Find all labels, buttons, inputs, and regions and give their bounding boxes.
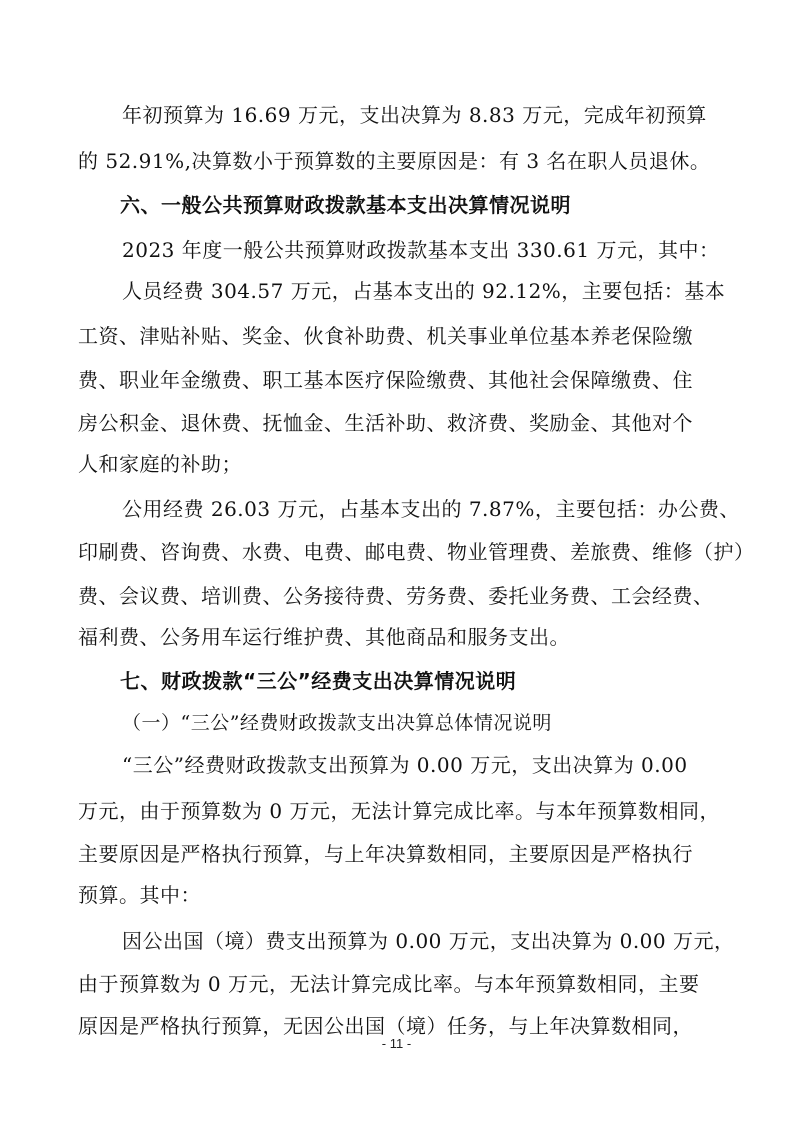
paragraph-line: 福利费、公务用车运行维护费、其他商品和服务支出。 <box>78 625 570 649</box>
paragraph-line: 2023 年度一般公共预算财政拨款基本支出 330.61 万元，其中： <box>122 238 720 262</box>
paragraph-line: 公用经费 26.03 万元，占基本支出的 7.87%，主要包括：办公费、 <box>122 497 740 521</box>
paragraph-line: 因公出国（境）费支出预算为 0.00 万元，支出决算为 0.00 万元， <box>122 929 735 953</box>
paragraph-line: 万元，由于预算数为 0 万元，无法计算完成比率。与本年预算数相同， <box>78 799 720 823</box>
paragraph-line: 房公积金、退休费、抚恤金、生活补助、救济费、奖励金、其他对个 <box>78 411 693 435</box>
subsection-heading: （一）“三公”经费财政拨款支出决算总体情况说明 <box>122 712 552 734</box>
paragraph-line: 印刷费、咨询费、水费、电费、邮电费、物业管理费、差旅费、维修（护） <box>78 540 755 564</box>
paragraph-line: 工资、津贴补贴、奖金、伙食补助费、机关事业单位基本养老保险缴 <box>78 324 693 348</box>
paragraph-line: 人和家庭的补助； <box>78 452 242 476</box>
paragraph-line: 预算。其中： <box>78 883 201 907</box>
section-heading-seven: 七、财政拨款“三公”经费支出决算情况说明 <box>120 669 517 693</box>
paragraph-line: 人员经费 304.57 万元，占基本支出的 92.12%，主要包括：基本 <box>122 279 726 303</box>
paragraph-line: 费、会议费、培训费、公务接待费、劳务费、委托业务费、工会经费、 <box>78 584 714 608</box>
paragraph-line: 的 52.91%,决算数小于预算数的主要原因是：有 3 名在职人员退休。 <box>78 149 711 173</box>
paragraph-line: 费、职业年金缴费、职工基本医疗保险缴费、其他社会保障缴费、住 <box>78 368 693 392</box>
paragraph-line: 由于预算数为 0 万元，无法计算完成比率。与本年预算数相同，主要 <box>78 972 700 996</box>
paragraph-line: “三公”经费财政拨款支出预算为 0.00 万元，支出决算为 0.00 <box>122 753 688 777</box>
paragraph-line: 原因是严格执行预算，无因公出国（境）任务，与上年决算数相同， <box>78 1014 693 1038</box>
section-heading-six: 六、一般公共预算财政拨款基本支出决算情况说明 <box>120 193 571 217</box>
paragraph-line: 主要原因是严格执行预算，与上年决算数相同，主要原因是严格执行 <box>78 842 693 866</box>
page-number: - 11 - <box>381 1036 412 1051</box>
paragraph-line: 年初预算为 16.69 万元，支出决算为 8.83 万元，完成年初预算 <box>122 103 707 127</box>
